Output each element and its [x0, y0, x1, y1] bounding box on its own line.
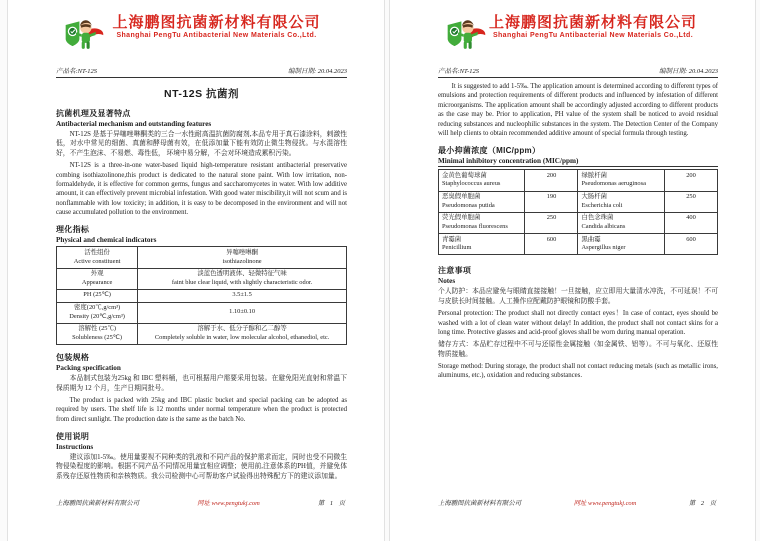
table-row: [57, 289, 347, 302]
footer-page-number: 第 2 页: [688, 500, 718, 507]
organism-name-cn: 大肠杆菌: [581, 193, 608, 201]
phys-value-en: isothiazolinone: [222, 257, 262, 265]
application-paragraph-en: It is suggested to add 1-5‰. The application amount is determined according to different types of emulsions and protection requirements of different products and influenced by infestation of different microorganisms. The application amount shall be accordingly adjusted according to different products as the case may be. Prior to application, PH value of the system shall be noticed to avoid residual reducing substances and nucleophilic substances in the system. The Detection Center of the Company will help clients to obtain recommended additive amount of special formula through testing.: [438, 83, 718, 137]
organism-name-latin: Pseudomonas fluorescens: [442, 222, 508, 230]
mic-value: 200: [664, 170, 717, 191]
mic-value: 600: [664, 234, 717, 255]
packing-paragraph-en: The product is packed with 25kg and IBC plastic bucket and special packing can be adopted as required by users. The shelf life is 12 months under normal temperature when the product is protected from direct sunlight. The production date is the same as the batch No.: [56, 396, 347, 423]
table-row: [57, 302, 347, 323]
phys-label-cn: 密度(20℃,g/cm³): [74, 304, 121, 312]
organism-name-latin: Candida albicans: [581, 222, 626, 230]
mic-value: 400: [664, 212, 717, 233]
document-page-1: [7, 0, 385, 541]
table-row: [439, 191, 718, 212]
section-physical-heading-en: Physical and chemical indicators: [56, 236, 157, 245]
footer-company: 上海鹏图抗菌新材料有限公司: [56, 500, 140, 507]
phys-value-cn: 1.10±0.10: [229, 308, 256, 316]
phys-value-cn: 异噻唑啉酮: [226, 248, 259, 256]
product-name-label: 产品名:NT-12S: [438, 68, 480, 75]
phys-label-cn: PH (25℃): [83, 291, 111, 299]
company-name-cn: 上海鹏图抗菌新材料有限公司: [112, 14, 321, 31]
organism-name-cn: 青霉菌: [442, 235, 462, 243]
section-notes-heading-en: Notes: [438, 277, 456, 286]
footer-website-link[interactable]: 网址 www.pengtukj.com: [573, 500, 637, 507]
organism-name-cn: 黑曲霉: [581, 235, 601, 243]
organism-name-cn: 金黄色葡萄球菌: [442, 171, 487, 179]
meta-line: [438, 62, 718, 78]
phys-value-cn: 淡蓝色透明液体、轻微特征气味: [197, 270, 287, 278]
section-mechanism-heading-en: Antibacterial mechanism and outstanding features: [56, 120, 212, 128]
phys-value-cn: 溶解于水、低分子醇和乙二醇等: [197, 325, 287, 333]
storage-paragraph-cn: 储存方式：本品贮存过程中不可与还原性金属接触（如金属铁、铝等）。不可与氧化、还原性物质接触。: [438, 341, 718, 358]
physical-indicators-table: [56, 246, 347, 345]
mic-value: 200: [525, 170, 578, 191]
footer-website-link[interactable]: 网址 www.pengtukj.com: [197, 500, 260, 507]
table-row: [439, 170, 718, 191]
organism-name-cn: 绿脓杆菌: [581, 171, 608, 179]
mic-value: 250: [664, 191, 717, 212]
page-header: [438, 14, 718, 60]
organism-name-latin: Pseudomonas aeruginosa: [581, 180, 646, 188]
product-name-label: 产品名:NT-12S: [56, 68, 98, 75]
phys-label-en: Solubleness (25℃): [72, 334, 123, 341]
phys-label-en: Active constituent: [73, 257, 121, 265]
storage-paragraph-en: Storage method: During storage, the product shall not contact reducing metals (such as metallic irons, aluminums, etc.), oxidation and reducing substances.: [438, 363, 718, 380]
organism-name-latin: Aspergillus niger: [581, 244, 626, 252]
mic-table: [438, 169, 718, 255]
organism-name-latin: Staphylococcus aureus: [442, 180, 501, 188]
mic-value: 600: [525, 234, 578, 255]
meta-line: [56, 62, 347, 78]
mic-value: 250: [525, 212, 578, 233]
compile-date-label: 编制日期: 20.04.2023: [287, 68, 347, 75]
compile-date-label: 编制日期: 20.04.2023: [658, 68, 718, 75]
phys-label-en: Appearance: [81, 278, 113, 286]
page-footer: [56, 498, 347, 507]
organism-name-cn: 荧光假单胞菌: [442, 214, 481, 222]
instructions-paragraph-cn: 建议添加1-5‰。使用量要视不同种类的乳液和不同产品的保护需求而定，同时也受不同微生物侵染程度的影响。根据不同产品不同情况用量宜相应调整；使用前,注意体系的PH值，并避免体系残存还原性物质和亲核物质。我公司检测中心可帮助客户试验得出特殊配方下的建议添加量。: [56, 454, 347, 480]
page-footer: [438, 498, 718, 507]
table-row: [439, 234, 718, 255]
table-row: [439, 212, 718, 233]
personal-protection-paragraph-en: Personal protection: The product shall not directly contact eyes！In case of contact, eyes should be washed with a lot of clean water without delay! In addition, the product shall not contact skins for a long time. Protective glasses and acid-proof gloves shall be worn during manual operation.: [438, 310, 718, 336]
footer-page-number: 第 1 页: [317, 500, 347, 507]
phys-label-cn: 外观: [90, 270, 104, 278]
company-name-en: Shanghai PengTu Antibacterial New Materials Co.,Ltd.: [116, 32, 317, 39]
table-row: [57, 323, 347, 344]
table-row: [57, 268, 347, 289]
company-mascot-logo-icon: [444, 16, 488, 56]
organism-name-cn: 恶臭假单胞菌: [442, 193, 481, 201]
section-instructions-heading-cn: 使用说明: [56, 432, 90, 442]
mechanism-paragraph-cn: NT-12S 是基于异噻唑啉酮类的三合一水性耐高温抗菌防腐剂,本品专用于真石漆涂料，刺激性低，对水中常见的细菌、真菌和酵母菌有效，在低添加量下能有效防止微生物侵扰。与水混溶性好，不产生泡沫、不易燃、毒性低， 环境中易分解，不会对环境造成累积污染。: [56, 131, 347, 157]
organism-name-latin: Penicillium: [442, 244, 472, 252]
organism-name-cn: 白色念珠菌: [581, 214, 614, 222]
phys-label-en: Density (20℃,g/cm³): [69, 312, 125, 320]
document-title: NT-12S 抗菌剂: [163, 88, 239, 100]
section-mic-heading-cn: 最小抑菌浓度（MIC/ppm）: [438, 146, 541, 156]
footer-company: 上海鹏图抗菌新材料有限公司: [438, 500, 522, 507]
section-instructions-heading-en: Instructions: [56, 443, 94, 452]
organism-name-latin: Pseudomonas putida: [442, 201, 495, 209]
phys-value-cn: 3.5±1.5: [232, 291, 252, 299]
phys-label-cn: 活性组份: [84, 248, 110, 256]
company-name-cn: 上海鹏图抗菌新材料有限公司: [488, 14, 697, 31]
mechanism-paragraph-en: NT-12S is a three-in-one water-based liquid high-temperature resistant antibacterial preservative combing isothiazolinone,this product is dedicated to the natural stone paint. With low irritation, non-formaldehyde, it is effective for common germs, fungus and saccharomycetes in water. With low additive amount, it can effectively prevent microbial infestation. With good water miscibility,it will not scum and is nonflammable with low toxicity; in addition, it is easy to be decomposed in the environment and will not cause accumulated pollution to the environment.: [56, 162, 347, 216]
document-page-2: [389, 0, 756, 541]
section-mechanism-heading-cn: 抗菌机理及显著特点: [56, 109, 131, 118]
packing-paragraph-cn: 本品制式包装为25kg 和 IBC 塑料桶，也可根据用户需要采用包装。在避免阳光直射和常温下保质期为 12 个月，生产日期同批号。: [56, 375, 347, 392]
section-mic-heading-en: Minimal inhibitory concentration (MIC/ppm): [438, 157, 718, 167]
table-row: [57, 247, 347, 268]
phys-label-cn: 溶解性 (25℃): [78, 325, 116, 333]
organism-name-latin: Escherichia coli: [581, 201, 623, 209]
section-packing-heading-en: Packing specification: [56, 364, 121, 373]
phys-value-en: faint blue clear liquid, with slightly characteristic odor.: [171, 278, 313, 286]
page-header: [56, 14, 347, 60]
section-packing-heading-cn: 包装规格: [56, 353, 90, 363]
mic-value: 190: [525, 191, 578, 212]
personal-protection-paragraph-cn: 个人防护：本品应避免与眼睛直接接触！一旦接触，应立即用大量清水冲洗，不可延误！不可与皮肤长时间接触。人工操作应配戴防护眼镜和防酸手套。: [438, 288, 718, 305]
section-notes-heading-cn: 注意事项: [438, 266, 472, 276]
company-name-en: Shanghai PengTu Antibacterial New Materials Co.,Ltd.: [492, 32, 694, 39]
company-mascot-logo-icon: [62, 16, 106, 56]
phys-value-en: Completely soluble in water, low molecular alcohol, ethanediol, etc.: [154, 334, 330, 341]
section-physical-heading-cn: 理化指标: [56, 225, 90, 235]
